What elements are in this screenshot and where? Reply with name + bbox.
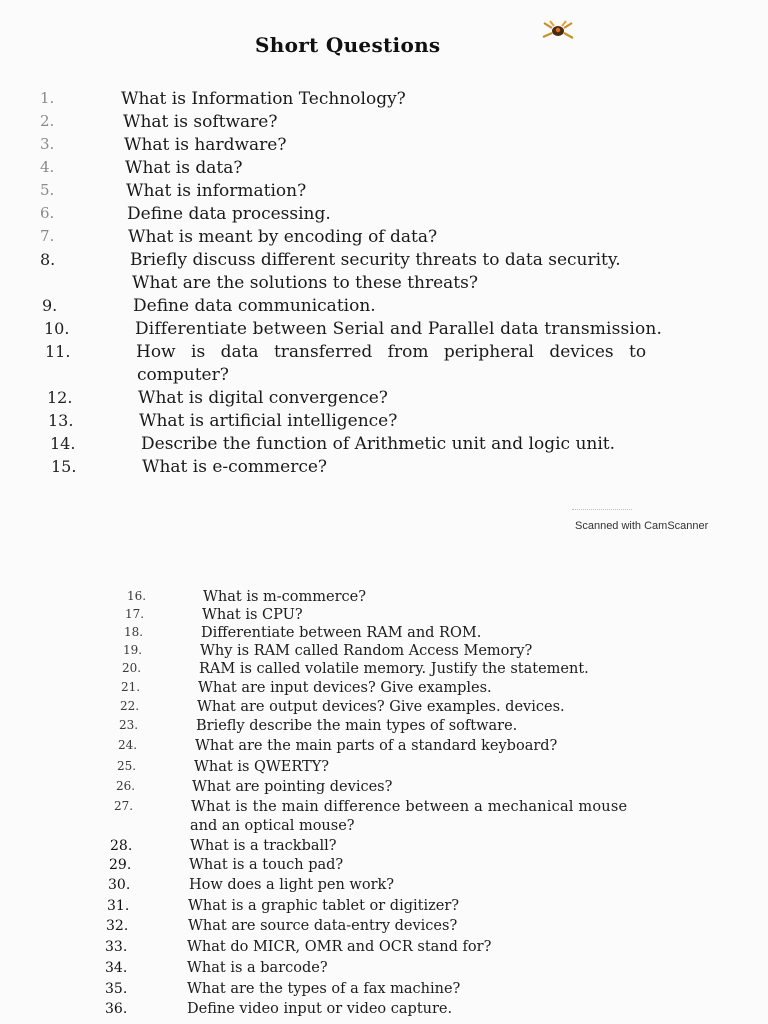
question-number: 16. [127, 589, 147, 603]
question-number: 28. [110, 838, 133, 854]
question-text: Define data processing. [127, 204, 331, 224]
question-text: What are the main parts of a standard keyboard? [195, 738, 558, 754]
question-number: 36. [105, 1001, 128, 1017]
question-number: 21. [121, 680, 141, 694]
question-number: 12. [47, 388, 73, 407]
question-number: 10. [44, 319, 70, 338]
question-text: What is the main difference between a mechanical mouse [191, 799, 628, 815]
question-text: What is data? [125, 158, 243, 178]
question-text: What is information? [126, 181, 307, 201]
question-number: 31. [107, 898, 130, 914]
question-number: 8. [40, 250, 56, 269]
scan-divider [572, 509, 632, 510]
question-number: 9. [42, 296, 58, 315]
question-number: 22. [120, 699, 140, 713]
question-text: What are pointing devices? [192, 779, 393, 795]
question-number: 20. [122, 661, 142, 675]
question-number: 5. [40, 181, 55, 199]
question-text: How does a light pen work? [189, 877, 395, 893]
question-number: 33. [105, 939, 128, 955]
question-number: 6. [40, 204, 55, 222]
question-number: 32. [106, 918, 129, 934]
question-text: Describe the function of Arithmetic unit and logic unit. [141, 434, 616, 454]
question-text: Define data communication. [133, 296, 376, 316]
question-number: 14. [50, 434, 76, 453]
scanner-watermark-text: Scanned with CamScanner [575, 520, 709, 532]
question-text: Briefly describe the main types of software. [196, 718, 518, 734]
question-text: What is QWERTY? [194, 759, 330, 775]
question-number: 35. [105, 981, 128, 997]
question-text: What do MICR, OMR and OCR stand for? [187, 939, 492, 955]
question-number: 24. [118, 738, 138, 752]
question-text: What is meant by encoding of data? [128, 227, 438, 247]
question-text: What are input devices? Give examples. [198, 680, 492, 696]
question-text: Briefly discuss different security threats to data security. [130, 250, 621, 270]
question-number: 29. [109, 857, 132, 873]
question-text: What is hardware? [124, 135, 287, 155]
question-text: What is e-commerce? [142, 457, 328, 477]
question-text: What is a graphic tablet or digitizer? [188, 898, 460, 914]
question-text: RAM is called volatile memory. Justify the statement. [199, 661, 589, 677]
question-text: Differentiate between Serial and Parallel data transmission. [135, 319, 662, 339]
question-text-line2: computer? [137, 365, 229, 385]
question-number: 18. [124, 625, 144, 639]
question-text: What is digital convergence? [138, 388, 388, 408]
question-number: 27. [114, 799, 134, 813]
question-number: 13. [48, 411, 74, 430]
question-number: 19. [123, 643, 143, 657]
question-text: What is a trackball? [190, 838, 337, 854]
page-title: Short Questions [255, 33, 441, 57]
question-text: What are the types of a fax machine? [187, 981, 461, 997]
question-number: 25. [117, 759, 137, 773]
question-number: 23. [119, 718, 139, 732]
question-text: What is a touch pad? [189, 857, 344, 873]
question-text: Define video input or video capture. [187, 1001, 453, 1017]
question-number: 3. [40, 135, 55, 153]
question-number: 1. [40, 89, 55, 107]
question-text: What is software? [123, 112, 278, 132]
question-text: What is CPU? [202, 607, 303, 623]
question-text: What is artificial intelligence? [139, 411, 398, 431]
question-number: 7. [40, 227, 55, 245]
question-text: What is m-commerce? [203, 589, 366, 605]
question-text: What are output devices? Give examples. devices. [197, 699, 565, 715]
question-number: 17. [125, 607, 145, 621]
question-text: Why is RAM called Random Access Memory? [200, 643, 533, 659]
question-number: 34. [105, 960, 128, 976]
question-text-line2: and an optical mouse? [190, 818, 355, 834]
question-number: 11. [45, 342, 71, 361]
question-text: What is Information Technology? [121, 89, 406, 109]
question-text: What is a barcode? [187, 960, 328, 976]
question-text: Differentiate between RAM and ROM. [201, 625, 482, 641]
question-number: 15. [51, 457, 77, 476]
question-number: 2. [40, 112, 55, 130]
question-text: What are source data-entry devices? [188, 918, 458, 934]
question-number: 30. [108, 877, 131, 893]
question-number: 26. [116, 779, 136, 793]
question-text: How is data transferred from peripheral devices to [136, 342, 647, 362]
question-text-line2: What are the solutions to these threats? [132, 273, 478, 293]
insect-icon [540, 20, 576, 42]
question-number: 4. [40, 158, 55, 176]
